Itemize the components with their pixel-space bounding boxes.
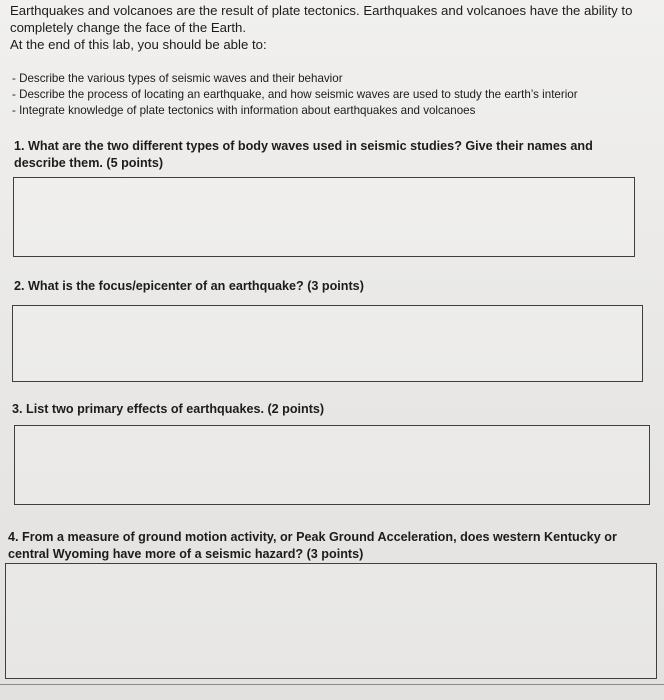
question-4: 4. From a measure of ground motion activity, or Peak Ground Acceleration, does western Kentucky or central Wyoming have more of a seismic hazard? (3 points) <box>8 530 617 561</box>
objective-item: - Integrate knowledge of plate tectonics with information about earthquakes and volcanoes <box>12 104 476 117</box>
objectives-list <box>12 71 652 119</box>
intro-paragraph <box>10 2 655 53</box>
intro-line-2: At the end of this lab, you should be able to: <box>10 37 267 52</box>
intro-line-1: Earthquakes and volcanoes are the result of plate tectonics. Earthquakes and volcanoes have the ability to completely change the face of the Earth. <box>10 3 633 35</box>
question-1: 1. What are the two different types of body waves used in seismic studies? Give their names and describe them. (5 points) <box>14 139 593 170</box>
answer-box-3[interactable] <box>14 425 650 505</box>
question-2: 2. What is the focus/epicenter of an earthquake? (3 points) <box>14 279 364 293</box>
answer-box-2[interactable] <box>12 305 643 382</box>
answer-box-1[interactable] <box>13 177 635 257</box>
question-3: 3. List two primary effects of earthquakes. (2 points) <box>12 402 325 416</box>
objective-item: - Describe the various types of seismic waves and their behavior <box>12 72 343 85</box>
answer-box-4[interactable] <box>5 563 657 679</box>
page-edge-line <box>0 684 664 685</box>
objective-item: - Describe the process of locating an earthquake, and how seismic waves are used to study the earth’s interior <box>12 88 578 101</box>
